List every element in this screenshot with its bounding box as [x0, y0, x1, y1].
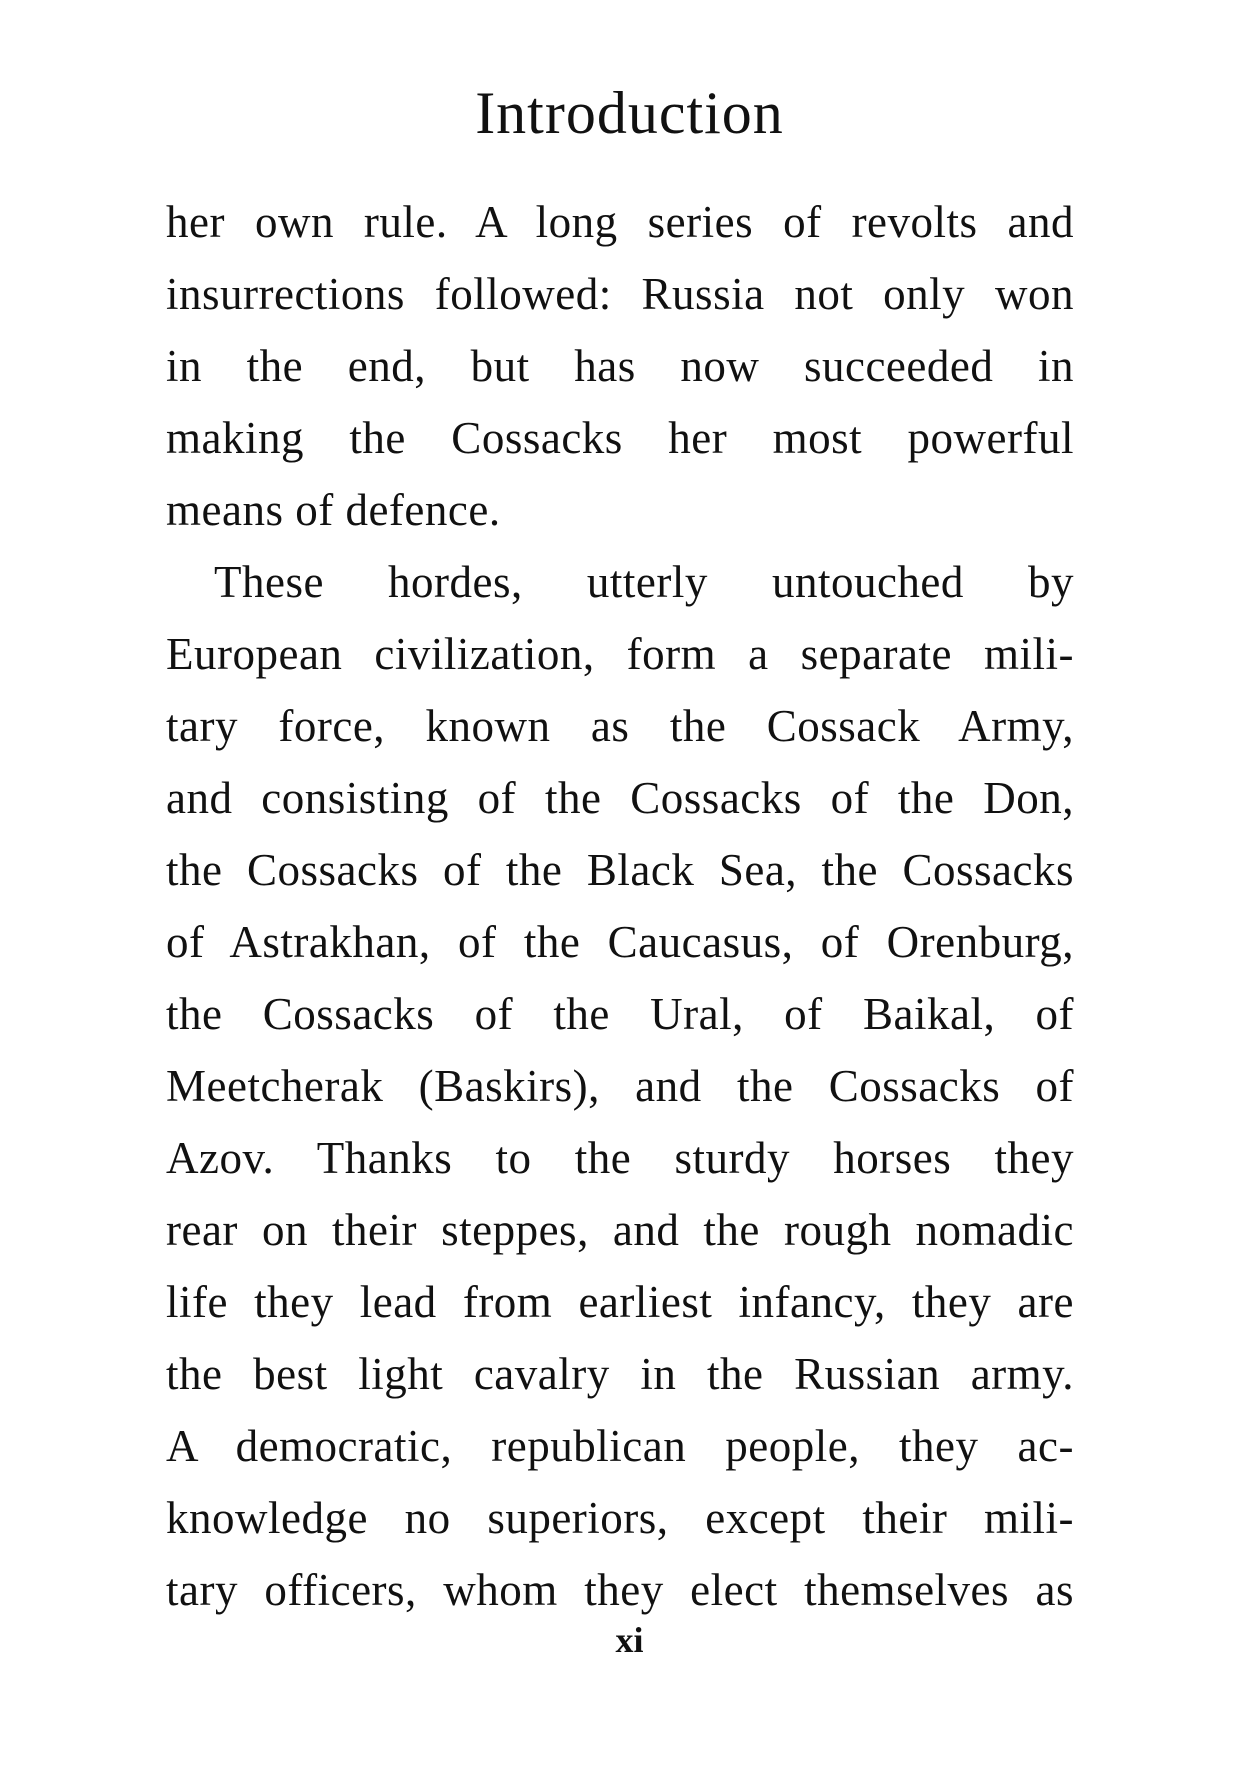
- text-line: These hordes, utterly untouched by: [214, 557, 1074, 607]
- text-line: knowledge no superiors, except their mili-: [166, 1493, 1074, 1543]
- text-line: the best light cavalry in the Russian army.: [166, 1349, 1074, 1399]
- text-line: means of defence.: [166, 485, 501, 535]
- body-text: [166, 186, 1074, 1626]
- text-line: the Cossacks of the Black Sea, the Cossacks: [166, 845, 1074, 895]
- running-head: Introduction: [475, 80, 784, 146]
- text-line: in the end, but has now succeeded in: [166, 341, 1074, 391]
- text-line: rear on their steppes, and the rough nomadic: [166, 1205, 1074, 1255]
- text-line: Meetcherak (Baskirs), and the Cossacks of: [166, 1061, 1074, 1111]
- text-line: insurrections followed: Russia not only won: [166, 269, 1074, 319]
- text-line: the Cossacks of the Ural, of Baikal, of: [166, 989, 1074, 1039]
- text-line: her own rule. A long series of revolts and: [166, 197, 1074, 247]
- text-line: and consisting of the Cossacks of the Don,: [166, 773, 1074, 823]
- text-line: making the Cossacks her most powerful: [166, 413, 1074, 463]
- text-line: tary officers, whom they elect themselves as: [166, 1565, 1074, 1615]
- text-line: life they lead from earliest infancy, they are: [166, 1277, 1074, 1327]
- page-number: xi: [615, 1620, 644, 1660]
- text-line: Azov. Thanks to the sturdy horses they: [166, 1133, 1074, 1183]
- text-line: A democratic, republican people, they ac-: [166, 1421, 1074, 1471]
- text-line: tary force, known as the Cossack Army,: [166, 701, 1074, 751]
- text-line: of Astrakhan, of the Caucasus, of Orenburg,: [166, 917, 1074, 967]
- text-line: European civilization, form a separate mili-: [166, 629, 1074, 679]
